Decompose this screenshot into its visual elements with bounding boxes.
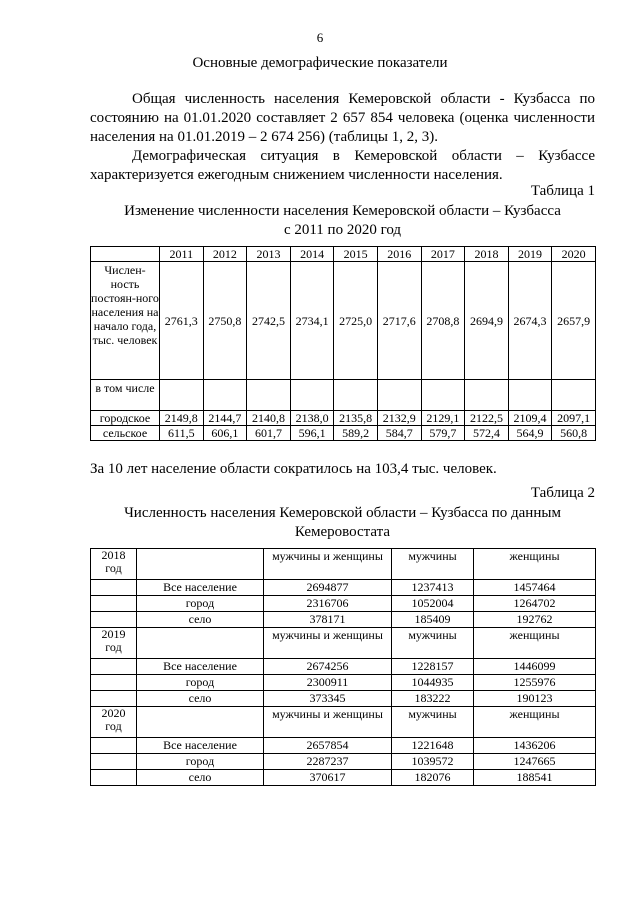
table2-col-both: мужчины и женщины [264, 549, 392, 580]
table1-urban-value: 2138,0 [290, 411, 334, 426]
table1-total-value: 2674,3 [508, 262, 552, 380]
table2-row-label: Все население [137, 659, 264, 675]
table2-year-header-row [91, 707, 596, 738]
table1-total-value: 2657,9 [552, 262, 596, 380]
table2-row-label: город [137, 754, 264, 770]
table2-col-both: мужчины и женщины [264, 707, 392, 738]
table2-row-label: Все население [137, 580, 264, 596]
table1-total-value: 2694,9 [465, 262, 509, 380]
table1-empty-cell [290, 380, 334, 411]
table1-rural-value: 572,4 [465, 426, 509, 441]
table1-rural-value: 564,9 [508, 426, 552, 441]
table2-value: 1264702 [474, 596, 596, 612]
table1-rural-value: 611,5 [160, 426, 204, 441]
table1-caption-line2: с 2011 по 2020 год [283, 222, 402, 238]
table2-col-women: женщины [474, 707, 596, 738]
table1-empty-cell [377, 380, 421, 411]
table2-caption-line2: Кемеровостата [294, 524, 391, 540]
table1-rural-value: 579,7 [421, 426, 465, 441]
table2-value: 185409 [392, 612, 474, 628]
table2-value: 1228157 [392, 659, 474, 675]
summary-text: За 10 лет население области сократилось на 103,4 тыс. человек. [90, 461, 497, 477]
table2-value: 1457464 [474, 580, 596, 596]
table1-total-value: 2750,8 [203, 262, 247, 380]
table1-year-cell: 2011 [160, 247, 204, 262]
table2-col-men: мужчины [392, 628, 474, 659]
table2-year-cell [91, 707, 137, 738]
population-gender-table [90, 548, 596, 786]
table2-value: 2300911 [264, 675, 392, 691]
table2-value: 188541 [474, 770, 596, 786]
table2-value: 2657854 [264, 738, 392, 754]
table2-year-cell [91, 628, 137, 659]
table1-corner-cell [91, 247, 160, 262]
table2-value: 1044935 [392, 675, 474, 691]
table2-col-men: мужчины [392, 549, 474, 580]
table2-empty-cell [137, 628, 264, 659]
table1-incl-label: в том числе [91, 380, 160, 411]
table2-all-row [91, 580, 596, 596]
paragraph-population: Общая численность населения Кемеровской области - Кузбасса по состоянию на 01.01.2020 составляет 2 657 854 человека (оценка численности населения на 01.01.2019 – 2 674 256) (таблицы 1, 2, 3). [90, 91, 595, 145]
table1-empty-cell [465, 380, 509, 411]
table1-empty-cell [247, 380, 291, 411]
table1-urban-value: 2144,7 [203, 411, 247, 426]
table2-empty-cell [91, 675, 137, 691]
table1-empty-cell [421, 380, 465, 411]
table2-value: 1039572 [392, 754, 474, 770]
table2-empty-cell [91, 754, 137, 770]
table2-year-header-row [91, 628, 596, 659]
table2-city-row [91, 675, 596, 691]
table2-value: 2316706 [264, 596, 392, 612]
table2-village-row [91, 770, 596, 786]
table1-empty-cell [334, 380, 378, 411]
table2-empty-cell [137, 549, 264, 580]
table1-rural-value: 560,8 [552, 426, 596, 441]
table1-year-cell: 2012 [203, 247, 247, 262]
table1-total-value: 2734,1 [290, 262, 334, 380]
table1-year-cell: 2016 [377, 247, 421, 262]
table2-value: 2287237 [264, 754, 392, 770]
table2-city-row [91, 754, 596, 770]
table2-empty-cell [137, 707, 264, 738]
table2-empty-cell [91, 738, 137, 754]
table1-total-value: 2717,6 [377, 262, 421, 380]
table1-urban-row [91, 411, 596, 426]
table1-rural-value: 584,7 [377, 426, 421, 441]
table1-urban-value: 2140,8 [247, 411, 291, 426]
table1-rural-value: 596,1 [290, 426, 334, 441]
paragraph-demography: Демографическая ситуация в Кемеровской области – Кузбассе характеризуется ежегодным снижением численности населения. [90, 148, 595, 183]
table2-label: Таблица 2 [530, 485, 595, 501]
table1-total-value: 2742,5 [247, 262, 291, 380]
table1-year-cell: 2017 [421, 247, 465, 262]
table1-label: Таблица 1 [530, 183, 595, 199]
table2-empty-cell [91, 659, 137, 675]
table1-urban-value: 2097,1 [552, 411, 596, 426]
table1-rural-value: 601,7 [247, 426, 291, 441]
table1-header-row [91, 247, 596, 262]
table2-caption-line1: Численность населения Кемеровской области – Кузбасса по данным [124, 505, 561, 521]
table2-value: 1436206 [474, 738, 596, 754]
table2-year-header-row [91, 549, 596, 580]
table2-year-value: 2019 [101, 627, 126, 641]
table2-empty-cell [91, 691, 137, 707]
table2-caption [90, 504, 595, 542]
table2-value: 190123 [474, 691, 596, 707]
table1-year-cell: 2018 [465, 247, 509, 262]
table2-value: 370617 [264, 770, 392, 786]
table1-total-value: 2725,0 [334, 262, 378, 380]
table1-total-label: Числен-ность постоян-ного населения на начало года, тыс. человек [91, 262, 160, 380]
table2-year-value: 2020 [101, 706, 126, 720]
table2-col-men: мужчины [392, 707, 474, 738]
table2-value: 1446099 [474, 659, 596, 675]
table2-value: 1247665 [474, 754, 596, 770]
table2-row-label: село [137, 691, 264, 707]
table2-empty-cell [91, 596, 137, 612]
table2-row-label: село [137, 770, 264, 786]
table1-total-value: 2708,8 [421, 262, 465, 380]
table1-year-cell: 2013 [247, 247, 291, 262]
table1-urban-value: 2135,8 [334, 411, 378, 426]
table1-empty-cell [203, 380, 247, 411]
table2-col-both: мужчины и женщины [264, 628, 392, 659]
table1-rural-label: сельское [91, 426, 160, 441]
table1-rural-row [91, 426, 596, 441]
table1-total-value: 2761,3 [160, 262, 204, 380]
table1-urban-value: 2129,1 [421, 411, 465, 426]
table1-rural-value: 589,2 [334, 426, 378, 441]
table1-total-row [91, 262, 596, 380]
table2-value: 373345 [264, 691, 392, 707]
table2-village-row [91, 612, 596, 628]
table1-caption [90, 202, 595, 240]
table2-city-row [91, 596, 596, 612]
table2-value: 182076 [392, 770, 474, 786]
table2-empty-cell [91, 770, 137, 786]
table1-urban-value: 2109,4 [508, 411, 552, 426]
table1-empty-cell [160, 380, 204, 411]
table2-value: 183222 [392, 691, 474, 707]
table2-year-suffix: год [105, 561, 122, 575]
table1-caption-line1: Изменение численности населения Кемеровской области – Кузбасса [124, 203, 561, 219]
table2-value: 2674256 [264, 659, 392, 675]
population-change-table [90, 246, 596, 441]
table2-value: 1221648 [392, 738, 474, 754]
table2-value: 1052004 [392, 596, 474, 612]
table2-village-row [91, 691, 596, 707]
table1-year-cell: 2020 [552, 247, 596, 262]
page-number: 6 [316, 30, 324, 45]
table1-year-cell: 2015 [334, 247, 378, 262]
table1-urban-value: 2132,9 [377, 411, 421, 426]
table1-urban-label: городское [91, 411, 160, 426]
table1-incl-row [91, 380, 596, 411]
table2-empty-cell [91, 612, 137, 628]
table2-value: 1237413 [392, 580, 474, 596]
table2-row-label: Все население [137, 738, 264, 754]
table2-value: 2694877 [264, 580, 392, 596]
table2-year-cell [91, 549, 137, 580]
table2-value: 378171 [264, 612, 392, 628]
table2-row-label: город [137, 596, 264, 612]
table1-urban-value: 2149,8 [160, 411, 204, 426]
table2-value: 192762 [474, 612, 596, 628]
table2-col-women: женщины [474, 549, 596, 580]
section-heading: Основные демографические показатели [192, 55, 448, 71]
table2-all-row [91, 738, 596, 754]
table1-empty-cell [508, 380, 552, 411]
table1-year-cell: 2014 [290, 247, 334, 262]
table2-row-label: село [137, 612, 264, 628]
table2-row-label: город [137, 675, 264, 691]
table2-empty-cell [91, 580, 137, 596]
table2-value: 1255976 [474, 675, 596, 691]
table1-rural-value: 606,1 [203, 426, 247, 441]
table2-year-value: 2018 [101, 548, 126, 562]
table2-year-suffix: год [105, 719, 122, 733]
table2-all-row [91, 659, 596, 675]
table1-year-cell: 2019 [508, 247, 552, 262]
table1-urban-value: 2122,5 [465, 411, 509, 426]
table2-year-suffix: год [105, 640, 122, 654]
table2-col-women: женщины [474, 628, 596, 659]
table1-empty-cell [552, 380, 596, 411]
